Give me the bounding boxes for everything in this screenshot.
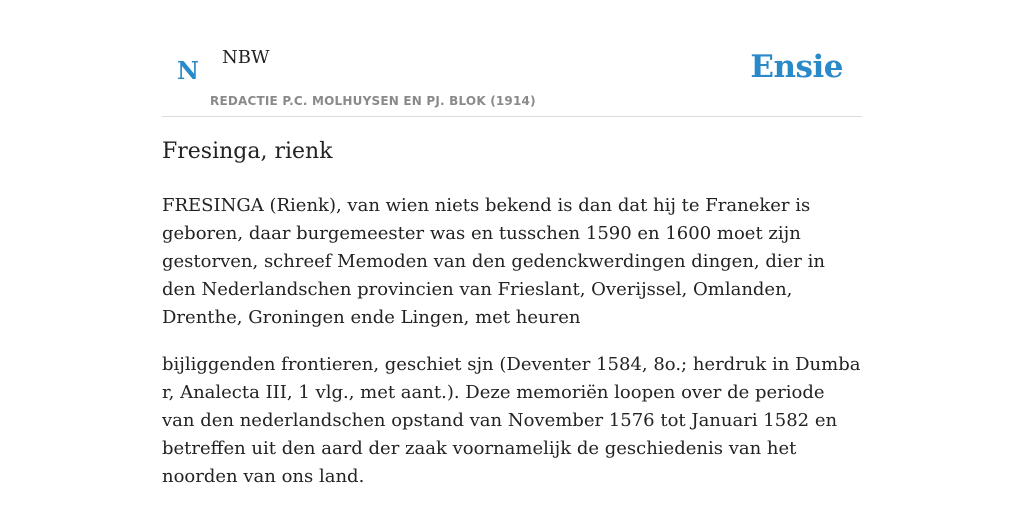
article-body	[162, 192, 862, 510]
page	[162, 0, 862, 487]
source-subtitle: REDACTIE P.C. MOLHUYSEN EN PJ. BLOK (1914)	[210, 94, 536, 108]
source-logo-icon[interactable]: N	[177, 56, 199, 85]
source-name-link[interactable]: NBW	[222, 47, 270, 68]
ensie-logo[interactable]: Ensie	[750, 49, 843, 85]
article-paragraph: FRESINGA (Rienk), van wien niets bekend is dan dat hij te Franeker is geboren, daar burgemeester was en tusschen 1590 en 1600 moet zijn gestorven, schreef Memoden van den gedenckwerdingen dingen, dier in den Nederlandschen provincien van Frieslant, Overijssel, Omlanden, Drenthe, Groningen ende Lingen, met heuren	[162, 195, 825, 328]
article-title: Fresinga, rienk	[162, 139, 333, 164]
article-paragraph: bijliggenden frontieren, geschiet sjn (Deventer 1584, 8o.; herdruk in Dumba r, Analecta III, 1 vlg., met aant.). Deze memoriën loopen over de periode van den nederlandschen opstand van November 1576 tot Januari 1582 en betreffen uit den aard der zaak voornamelijk de geschiedenis van het noorden van ons land.	[162, 354, 861, 487]
source-header	[162, 0, 862, 117]
